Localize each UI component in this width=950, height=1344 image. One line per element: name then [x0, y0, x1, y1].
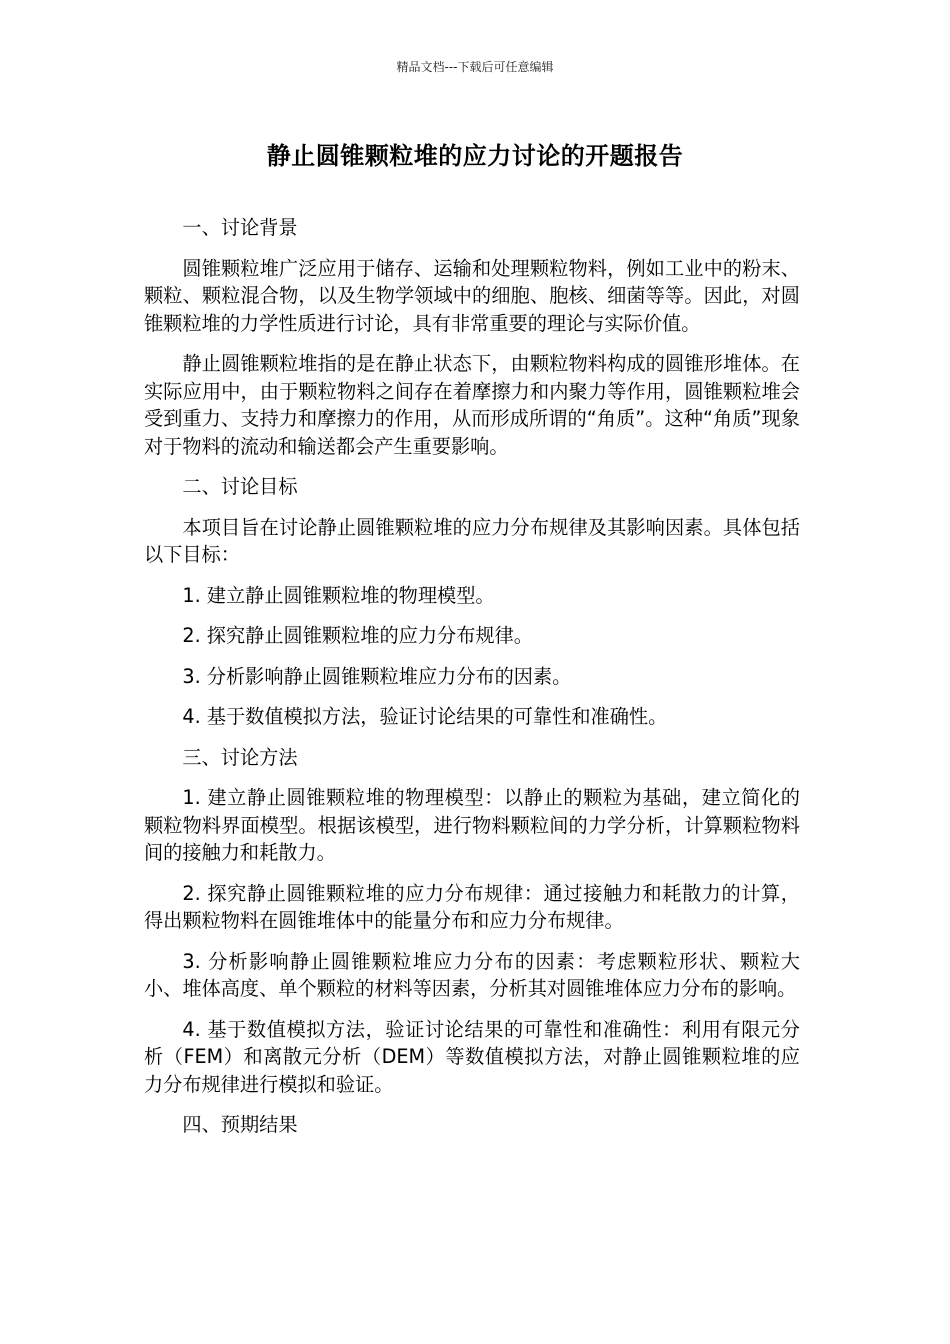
method-item: 3. 分析影响静止圆锥颗粒堆应力分布的因素：考虑颗粒形状、颗粒大小、堆体高度、单个颗粒的材料等因素，分析其对圆锥堆体应力分布的影响。 — [144, 949, 800, 1000]
paragraph: 静止圆锥颗粒堆指的是在静止状态下，由颗粒物料构成的圆锥形堆体。在实际应用中，由于颗粒物料之间存在着摩擦力和内聚力等作用，圆锥颗粒堆会受到重力、支持力和摩擦力的作用，从而形成所谓的“角质”。这种“角质”现象对于物料的流动和输送都会产生重要影响。 — [144, 352, 800, 458]
method-item: 1. 建立静止圆锥颗粒堆的物理模型：以静止的颗粒为基础，建立简化的颗粒物料界面模型。根据该模型，进行物料颗粒间的力学分析，计算颗粒物料间的接触力和耗散力。 — [144, 786, 800, 864]
header-note: 精品文档---下载后可任意编辑 — [396, 60, 554, 74]
method-item: 2. 探究静止圆锥颗粒堆的应力分布规律：通过接触力和耗散力的计算，得出颗粒物料在圆锥堆体中的能量分布和应力分布规律。 — [144, 881, 800, 932]
paragraph: 本项目旨在讨论静止圆锥颗粒堆的应力分布规律及其影响因素。具体包括以下目标： — [144, 515, 800, 566]
goal-item: 3. 分析影响静止圆锥颗粒堆应力分布的因素。 — [182, 664, 572, 688]
section-heading-expected: 四、预期结果 — [182, 1113, 298, 1136]
goal-item: 4. 基于数值模拟方法，验证讨论结果的可靠性和准确性。 — [182, 705, 668, 728]
section-heading-goals: 二、讨论目标 — [182, 475, 298, 498]
section-heading-background: 一、讨论背景 — [182, 216, 298, 239]
goal-item: 1. 建立静止圆锥颗粒堆的物理模型。 — [182, 583, 495, 607]
document-body — [144, 214, 800, 1152]
paragraph: 圆锥颗粒堆广泛应用于储存、运输和处理颗粒物料，例如工业中的粉末、颗粒、颗粒混合物，以及生物学领域中的细胞、胞核、细菌等等。因此，对圆锥颗粒堆的力学性质进行讨论，具有非常重要的理论与实际价值。 — [144, 256, 800, 335]
goal-item: 2. 探究静止圆锥颗粒堆的应力分布规律。 — [182, 624, 533, 647]
section-heading-methods: 三、讨论方法 — [182, 745, 298, 769]
method-item: 4. 基于数值模拟方法，验证讨论结果的可靠性和准确性：利用有限元分析（FEM）和离散元分析（DEM）等数值模拟方法，对静止圆锥颗粒堆的应力分布规律进行模拟和验证。 — [144, 1017, 800, 1096]
document-title: 静止圆锥颗粒堆的应力讨论的开题报告 — [266, 142, 684, 170]
